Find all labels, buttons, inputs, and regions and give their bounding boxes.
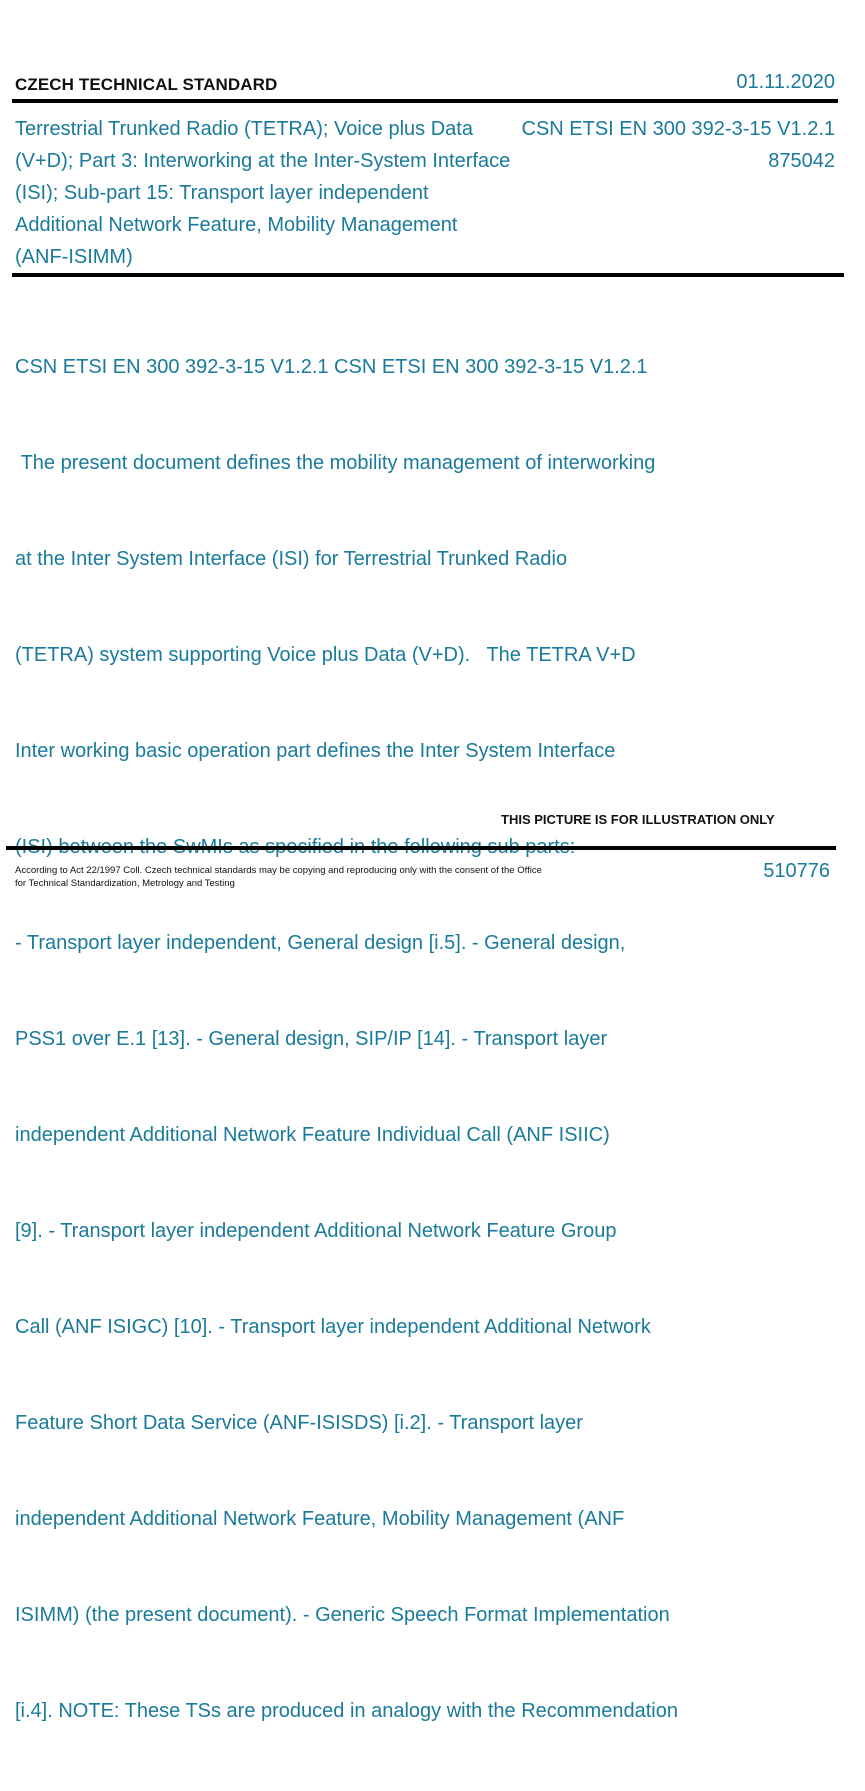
abstract-line: [9]. - Transport layer independent Additional Network Feature Group: [15, 1220, 617, 1242]
abstract-line: (TETRA) system supporting Voice plus Data (V+D). The TETRA V+D: [15, 644, 636, 666]
legal-notice: [15, 864, 595, 890]
abstract-line: The present document defines the mobility management of interworking: [15, 452, 656, 474]
abstract-line: Feature Short Data Service (ANF-ISISDS) [i.2]. - Transport layer: [15, 1412, 583, 1434]
abstract-line: Call (ANF ISIGC) [10]. - Transport layer independent Additional Network: [15, 1316, 651, 1338]
footer-code: 510776: [763, 860, 830, 882]
document-code-block: [522, 113, 836, 177]
abstract-line: independent Additional Network Feature, Mobility Management (ANF: [15, 1508, 625, 1530]
abstract-line: - Transport layer independent, General design [i.5]. - General design,: [15, 932, 626, 954]
title-divider: [12, 273, 844, 277]
abstract-line: [i.4]. NOTE: These TSs are produced in analogy with the Recommendation: [15, 1700, 678, 1722]
abstract-line: at the Inter System Interface (ISI) for Terrestrial Trunked Radio: [15, 548, 568, 570]
legal-notice-line: According to Act 22/1997 Coll. Czech technical standards may be copying and reproducing only with the consent of the Office: [15, 865, 542, 876]
footer-divider: [6, 846, 836, 850]
abstract-text: [15, 287, 733, 1791]
abstract-line: independent Additional Network Feature Individual Call (ANF ISIIC): [15, 1124, 610, 1146]
legal-notice-line: for Technical Standardization, Metrology and Testing: [15, 878, 235, 889]
header-divider: [12, 99, 838, 103]
abstract-line: Inter working basic operation part defines the Inter System Interface: [15, 740, 616, 762]
abstract-line: CSN ETSI EN 300 392-3-15 V1.2.1 CSN ETSI EN 300 392-3-15 V1.2.1: [15, 356, 648, 378]
standard-type-label: CZECH TECHNICAL STANDARD: [15, 75, 278, 94]
release-date: 01.11.2020: [736, 71, 835, 93]
catalog-number: 875042: [768, 150, 835, 172]
abstract-line: ISIMM) (the present document). - Generic Speech Format Implementation: [15, 1604, 670, 1626]
document-title: Terrestrial Trunked Radio (TETRA); Voice plus Data (V+D); Part 3: Interworking at the Inter-System Interface (ISI); Sub-part 15: Transport layer independent Additional Network Feature, Mobility Management (ANF-ISIMM): [15, 118, 511, 268]
standard-code: CSN ETSI EN 300 392-3-15 V1.2.1: [521, 118, 835, 140]
abstract-line: PSS1 over E.1 [13]. - General design, SIP/IP [14]. - Transport layer: [15, 1028, 608, 1050]
illustration-disclaimer: THIS PICTURE IS FOR ILLUSTRATION ONLY: [501, 812, 775, 827]
